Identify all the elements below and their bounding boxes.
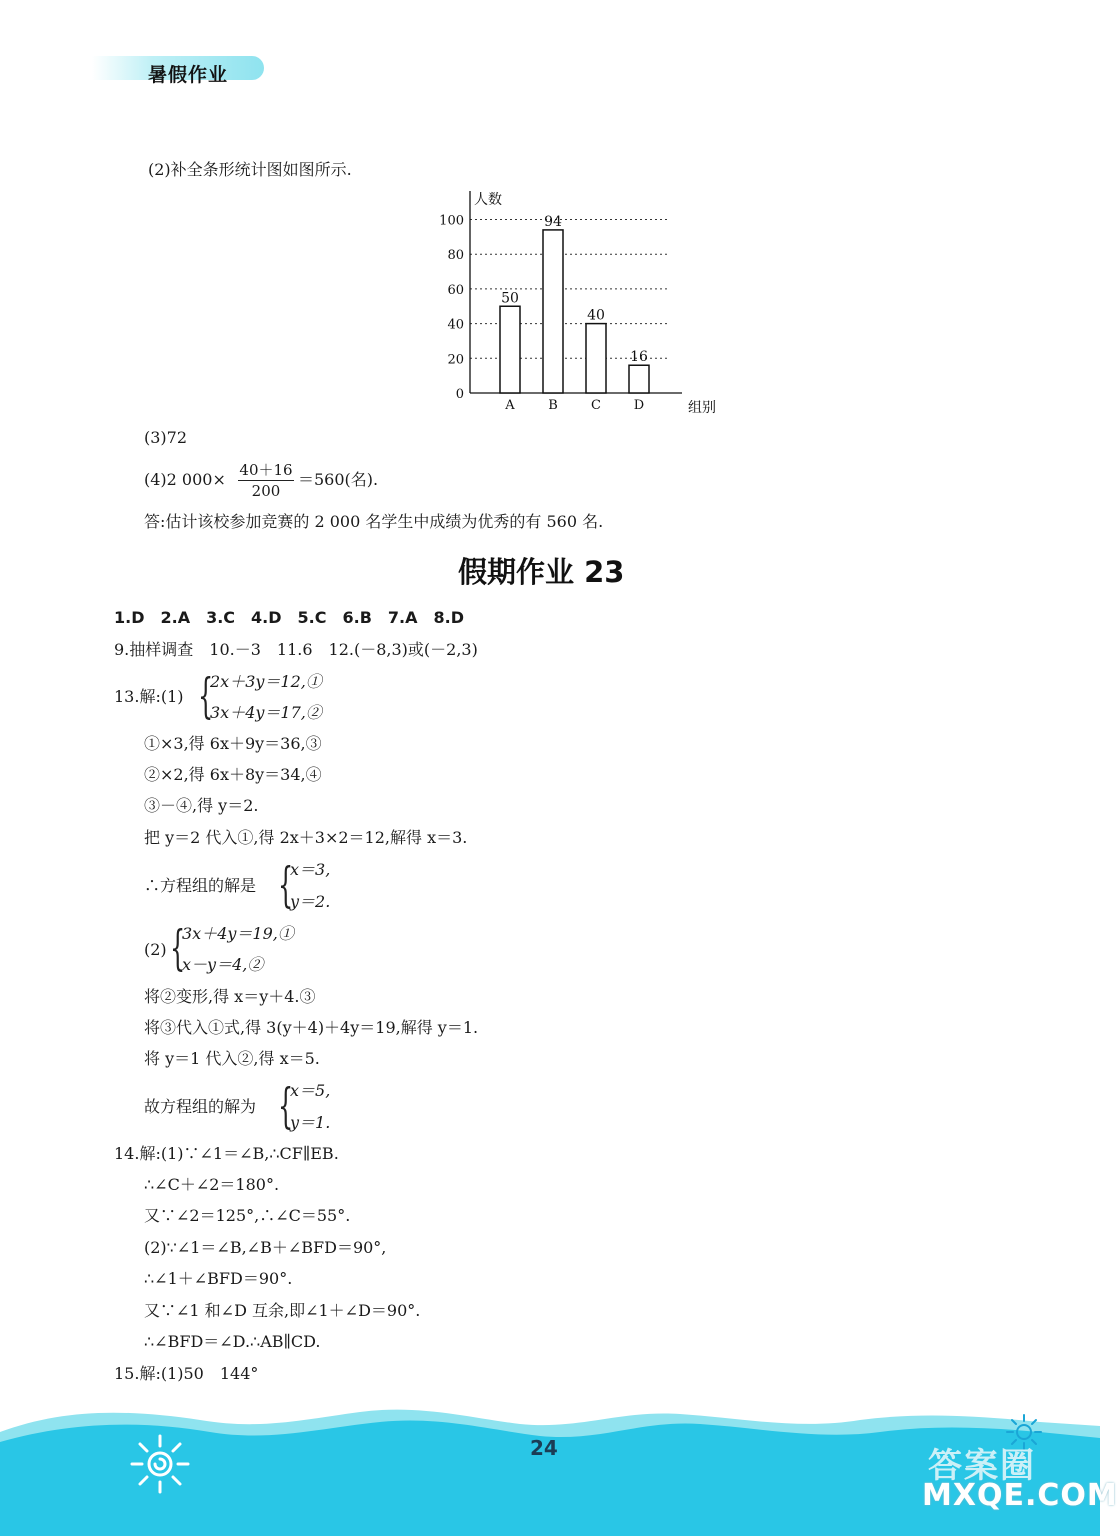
q13-step2: ②×2,得 6x＋8y＝34,④ — [144, 765, 322, 784]
solution2-x: x＝5, — [290, 1081, 331, 1100]
y-tick-label: 40 — [447, 317, 464, 333]
system1-eq2: 3x＋4y＝17,② — [210, 703, 322, 722]
system2-eq2: x－y＝4,② — [182, 955, 264, 974]
bar-chart — [430, 186, 716, 418]
q13-label: 13.解:(1) — [114, 687, 184, 706]
q4-prefix: (4)2 000× — [144, 470, 226, 489]
x-axis-label: 组别 — [688, 400, 716, 416]
system1-eq1: 2x＋3y＝12,① — [210, 672, 322, 691]
y-tick-label: 60 — [447, 282, 464, 298]
q14-line5: ∴∠1＋∠BFD＝90°. — [144, 1269, 293, 1288]
brace: { — [198, 668, 214, 724]
solution1-x: x＝3, — [290, 860, 331, 879]
mc-answers: 1.D 2.A 3.C 4.D 5.C 6.B 7.A 8.D — [114, 608, 464, 627]
header-title: 暑假作业 — [148, 64, 229, 86]
bar-D — [629, 365, 649, 393]
watermark-url: MXQE.COM — [922, 1478, 1118, 1513]
q13-step6: 将③代入①式,得 3(y＋4)＋4y＝19,解得 y＝1. — [144, 1018, 479, 1037]
bar-value-label: 16 — [630, 349, 648, 366]
y-tick-label: 80 — [447, 248, 464, 264]
q13-step1: ①×3,得 6x＋9y＝36,③ — [144, 734, 322, 753]
fraction-bar — [238, 480, 294, 481]
bar-value-label: 40 — [587, 307, 605, 324]
q4-suffix: ＝560(名). — [298, 470, 379, 489]
q15-line1: 15.解:(1)50 144° — [114, 1364, 259, 1383]
solution2-y: y＝1. — [290, 1113, 331, 1132]
bar-value-label: 94 — [544, 213, 562, 230]
page-number: 24 — [530, 1436, 558, 1460]
watermark-logo: 答案圈 — [928, 1446, 1036, 1486]
x-tick-label: C — [591, 398, 601, 413]
q13-step3: ③－④,得 y＝2. — [144, 796, 259, 815]
q13-step4: 把 y＝2 代入①,得 2x＋3×2＝12,解得 x＝3. — [144, 828, 468, 847]
bar-C — [586, 324, 606, 393]
q14-line3: 又∵∠2＝125°,∴∠C＝55°. — [144, 1206, 351, 1225]
brace: { — [170, 920, 186, 976]
q14-line1: 14.解:(1)∵∠1＝∠B,∴CF∥EB. — [114, 1144, 339, 1163]
y-axis-label: 人数 — [474, 192, 502, 208]
solution1-y: y＝2. — [290, 892, 331, 911]
y-tick-label: 0 — [455, 387, 464, 402]
q3-answer: (3)72 — [144, 428, 188, 447]
q14-line2: ∴∠C＋∠2＝180°. — [144, 1175, 280, 1194]
q14-line4: (2)∵∠1＝∠B,∠B＋∠BFD＝90°, — [144, 1238, 387, 1257]
q13-solution1-label: ∴方程组的解是 — [144, 876, 257, 895]
q13-part2-label: (2) — [144, 940, 167, 959]
q4-denominator: 200 — [251, 482, 281, 500]
section-title: 假期作业 23 — [458, 555, 625, 589]
q13-step7: 将 y＝1 代入②,得 x＝5. — [144, 1049, 320, 1068]
q4-numerator: 40＋16 — [239, 461, 293, 479]
bar-A — [500, 306, 520, 393]
x-tick-label: D — [633, 398, 645, 413]
q13-solution2-label: 故方程组的解为 — [144, 1097, 257, 1116]
system2-eq1: 3x＋4y＝19,① — [182, 924, 294, 943]
bar-value-label: 50 — [501, 290, 519, 307]
sun-icon — [128, 1432, 192, 1496]
brace: { — [278, 857, 294, 913]
brace: { — [278, 1078, 294, 1134]
q13-step5: 将②变形,得 x＝y＋4.③ — [144, 987, 316, 1006]
x-tick-label: B — [548, 398, 558, 413]
q14-line7: ∴∠BFD＝∠D.∴AB∥CD. — [144, 1332, 321, 1351]
part2-caption: (2)补全条形统计图如图所示. — [148, 160, 352, 179]
conclusion: 答:估计该校参加竞赛的 2 000 名学生中成绩为优秀的有 560 名. — [144, 512, 604, 531]
x-tick-label: A — [505, 398, 515, 413]
q14-line6: 又∵∠1 和∠D 互余,即∠1＋∠D＝90°. — [144, 1301, 421, 1320]
fill-answers: 9.抽样调查 10.－3 11.6 12.(－8,3)或(－2,3) — [114, 640, 478, 659]
y-tick-label: 20 — [447, 352, 464, 368]
bar-B — [543, 230, 563, 393]
y-tick-label: 100 — [439, 213, 464, 229]
